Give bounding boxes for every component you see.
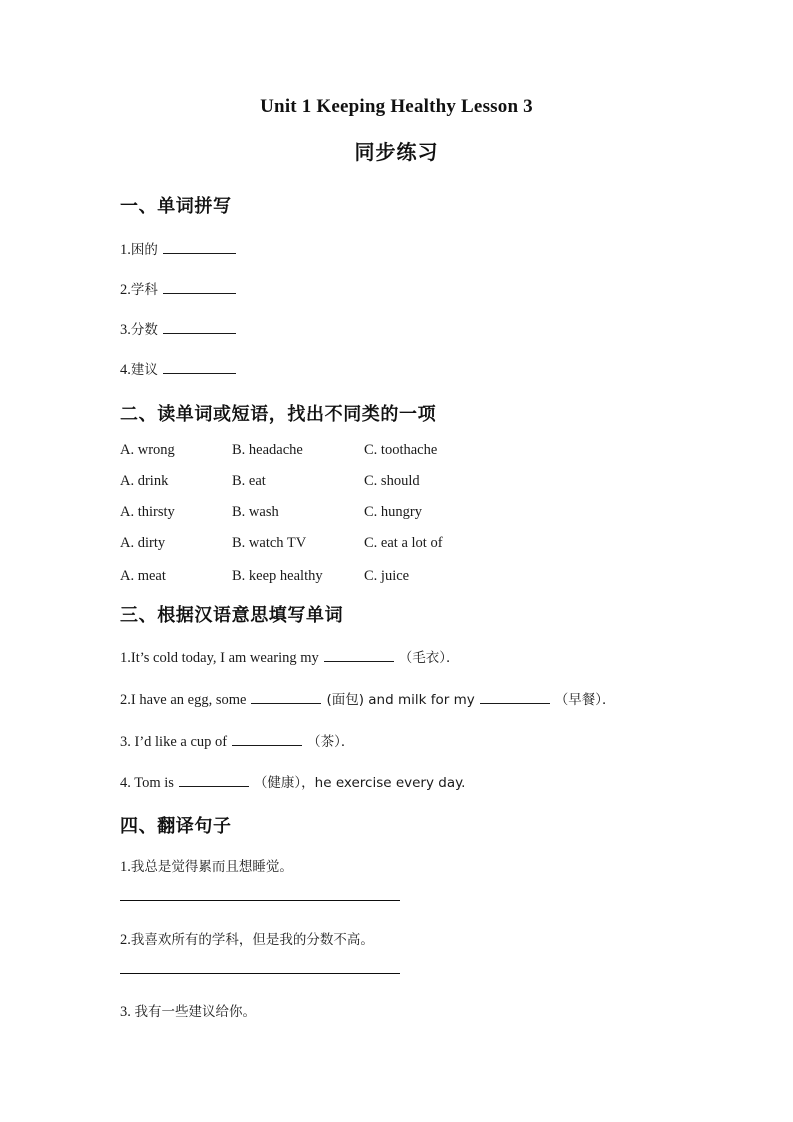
fill-question-2-blank-1[interactable] [251, 689, 321, 704]
word-item-3 [120, 318, 241, 339]
translate-sentence-3-text: 我有一些建议给你。 [134, 1004, 256, 1020]
mc-row-5 [0, 568, 793, 586]
fill-question-2-blank-2[interactable] [480, 689, 550, 704]
page-title: Unit 1 Keeping Healthy Lesson 3 [260, 96, 533, 117]
section-heading-1: 一、单词拼写 [120, 196, 232, 217]
fill-question-3 [120, 730, 354, 751]
word-item-4-number: 4. [120, 362, 131, 378]
fill-question-4-blank[interactable] [179, 772, 249, 787]
word-item-3-blank[interactable] [163, 320, 236, 334]
fill-question-4-hint: （健康），he exercise every day. [253, 775, 466, 791]
mc-row-3-option-a[interactable]: A. thirsty [120, 504, 175, 520]
section-heading-2: 二、读单词或短语，找出不同类的一项 [120, 404, 437, 425]
mc-row-2 [0, 473, 793, 491]
fill-question-1-hint: （毛衣）． [398, 650, 460, 666]
word-item-3-number: 3. [120, 322, 131, 338]
word-item-4-term: 建议 [130, 362, 158, 378]
word-item-2-term: 学科 [130, 282, 158, 298]
mc-row-2-option-a[interactable]: A. drink [120, 473, 169, 489]
translate-sentence-2-number: 2. [120, 932, 131, 948]
word-item-1 [120, 238, 241, 259]
word-item-1-blank[interactable] [163, 240, 236, 254]
word-item-4-blank[interactable] [163, 360, 236, 374]
translate-sentence-2-text: 我喜欢所有的学科，但是我的分数不高。 [130, 932, 374, 948]
word-item-2 [120, 278, 241, 299]
mc-row-1-option-c[interactable]: C. toothache [364, 442, 438, 458]
translate-sentence-3-number: 3. [120, 1004, 135, 1020]
mc-row-5-option-c[interactable]: C. juice [364, 568, 410, 584]
fill-question-3-blank[interactable] [232, 731, 302, 746]
fill-question-1 [120, 646, 460, 667]
mc-row-4 [0, 535, 793, 553]
mc-row-3-option-b[interactable]: B. wash [232, 504, 279, 520]
fill-question-2-text: 2.I have an egg, some [120, 692, 247, 708]
mc-row-5-option-b[interactable]: B. keep healthy [232, 568, 323, 584]
translate-sentence-1 [120, 855, 293, 876]
translate-sentence-2 [120, 928, 374, 949]
fill-question-4-text: 4. Tom is [120, 775, 174, 791]
word-item-1-number: 1. [120, 242, 131, 258]
mc-row-3 [0, 504, 793, 522]
mc-row-1-option-b[interactable]: B. headache [232, 442, 303, 458]
fill-question-3-text: 3. I’d like a cup of [120, 734, 228, 750]
page-subtitle: 同步练习 [354, 140, 439, 164]
translate-answer-rule-2[interactable] [120, 973, 400, 974]
fill-question-1-blank[interactable] [324, 647, 394, 662]
word-item-2-blank[interactable] [163, 280, 236, 294]
fill-question-2-hint-2: （早餐）． [554, 692, 616, 708]
mc-row-3-option-c[interactable]: C. hungry [364, 504, 422, 520]
word-item-3-term: 分数 [130, 322, 158, 338]
word-item-2-number: 2. [120, 282, 131, 298]
section-heading-3: 三、根据汉语意思填写单词 [120, 605, 344, 626]
mc-row-4-option-a[interactable]: A. dirty [120, 535, 166, 551]
mc-row-1-option-a[interactable]: A. wrong [120, 442, 175, 458]
word-item-1-term: 困的 [130, 242, 158, 258]
section-heading-4: 四、翻译句子 [120, 816, 232, 837]
mc-row-4-option-c[interactable]: C. eat a lot of [364, 535, 443, 551]
translate-sentence-1-number: 1. [120, 859, 131, 875]
translate-sentence-1-text: 我总是觉得累而且想睡觉。 [130, 859, 293, 875]
translate-sentence-3 [120, 1000, 256, 1021]
mc-row-5-option-a[interactable]: A. meat [120, 568, 166, 584]
fill-question-2-hint-1: (面包) and milk for my [326, 692, 475, 708]
fill-question-3-hint: （茶）． [307, 734, 355, 750]
word-item-4 [120, 358, 241, 379]
mc-row-2-option-c[interactable]: C. should [364, 473, 420, 489]
fill-question-1-text: 1.It’s cold today, I am wearing my [120, 650, 319, 666]
fill-question-4 [120, 771, 465, 792]
mc-row-1 [0, 442, 793, 460]
translate-answer-rule-1[interactable] [120, 900, 400, 901]
fill-question-2 [120, 688, 615, 709]
mc-row-4-option-b[interactable]: B. watch TV [232, 535, 307, 551]
mc-row-2-option-b[interactable]: B. eat [232, 473, 266, 489]
